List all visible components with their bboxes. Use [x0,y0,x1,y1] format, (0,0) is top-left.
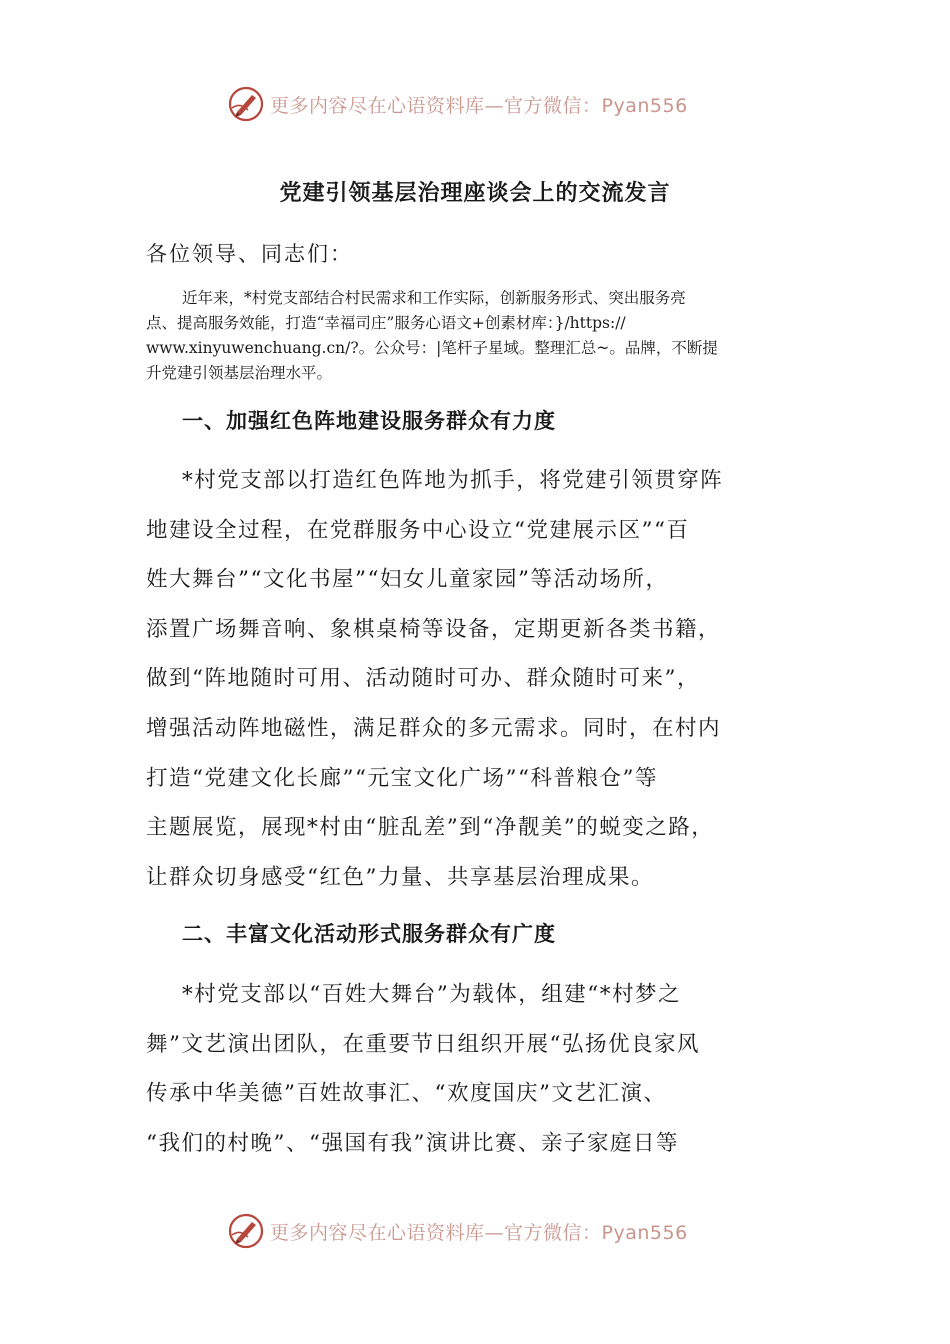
paragraph-line: 增强活动阵地磁性，满足群众的多元需求。同时，在村内 [146,715,722,741]
paragraph-line: 地建设全过程，在党群服务中心设立“党建展示区”“百 [146,517,690,543]
salutation: 各位领导、同志们： [146,242,353,266]
paragraph-line: 舞”文艺演出团队，在重要节日组织开展“弘扬优良家风 [146,1031,700,1057]
paragraph-line: 主题展览，展现*村由“脏乱差”到“净靓美”的蜕变之路， [146,815,715,841]
intro-line: 点、提高服务效能，打造“幸福司庄”服务心语文+创素材库：}/https:// [146,314,626,332]
paragraph-line: 姓大舞台”“文化书屋”“妇女儿童家园”等活动场所， [146,567,669,593]
paragraph-line: 做到“阵地随时可用、活动随时可办、群众随时可来”， [146,666,700,692]
intro-line: 升党建引领基层治理水平。 [146,364,333,382]
paragraph-line: *村党支部以“百姓大舞台”为载体，组建“*村梦之 [182,982,681,1007]
paragraph-line: *村党支部以打造红色阵地为抓手，将党建引领贯穿阵 [182,468,724,493]
pen-logo-icon [228,1213,264,1249]
pen-logo-icon [228,86,264,122]
banner-text: 更多内容尽在心语资料库—官方微信：Pyan556 [270,1221,688,1244]
intro-paragraph [146,286,808,386]
paragraph-line: 传承中华美德”百姓故事汇、“欢度国庆”文艺汇演、 [146,1081,667,1107]
paragraph-line: 打造“党建文化长廊”“元宝文化广场”“科普粮仓”等 [146,765,658,791]
wechat-id: Pyan556 [601,94,688,117]
paragraph-line: 让群众切身感受“红色”力量、共享基层治理成果。 [146,864,654,890]
footer-banner [228,1211,748,1251]
paragraph-line: “我们的村晚”、“强国有我”演讲比赛、亲子家庭日等 [146,1130,679,1156]
section-paragraph-1 [146,456,816,902]
section-heading-2: 二、丰富文化活动形式服务群众有广度 [182,921,556,946]
section-paragraph-2 [146,970,816,1168]
banner-text: 更多内容尽在心语资料库—官方微信：Pyan556 [270,94,688,117]
paragraph-line: 添置广场舞音响、象棋桌椅等设备，定期更新各类书籍， [146,616,722,642]
intro-line: www.xinyuwenchuang.cn/?。公众号：|笔杆子星域。整理汇总~。品牌，不断提 [146,339,718,357]
document-title: 党建引领基层治理座谈会上的交流发言 [279,180,671,206]
intro-line: 近年来，*村党支部结合村民需求和工作实际，创新服务形式、突出服务亮 [182,289,686,307]
section-heading-1: 一、加强红色阵地建设服务群众有力度 [182,408,556,433]
header-banner [228,84,748,124]
wechat-id: Pyan556 [601,1221,688,1244]
